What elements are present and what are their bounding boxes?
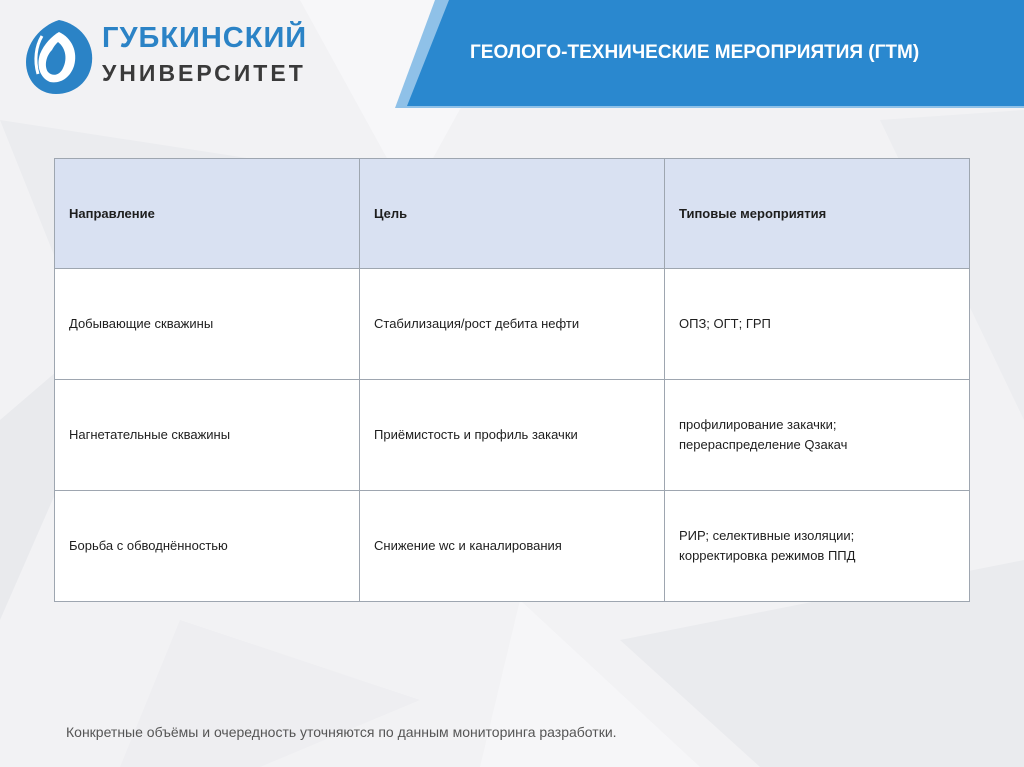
footnote: Конкретные объёмы и очередность уточняются по данным мониторинга разработки. — [66, 724, 617, 740]
page-title: ГЕОЛОГО-ТЕХНИЧЕСКИЕ МЕРОПРИЯТИЯ (ГТМ) — [470, 42, 920, 63]
table-cell: Борьба с обводнённостью — [55, 491, 360, 602]
table-cell: профилирование закачки; перераспределение Qзакач — [665, 380, 970, 491]
university-logo — [22, 16, 308, 96]
flame-drop-icon — [22, 16, 96, 96]
table-cell: Добывающие скважины — [55, 269, 360, 380]
table-row — [55, 491, 970, 602]
table-header-row — [55, 159, 970, 269]
logo-text-line2: УНИВЕРСИТЕТ — [102, 60, 306, 86]
column-header-goal: Цель — [360, 159, 665, 269]
table-cell: Приёмистость и профиль закачки — [360, 380, 665, 491]
table-cell: ОПЗ; ОГТ; ГРП — [665, 269, 970, 380]
gtm-table — [54, 158, 970, 602]
table-cell: РИР; селективные изоляции; корректировка режимов ППД — [665, 491, 970, 602]
table-cell: Стабилизация/рост дебита нефти — [360, 269, 665, 380]
logo-text-line1: ГУБКИНСКИЙ — [102, 22, 308, 54]
table-row — [55, 269, 970, 380]
column-header-direction: Направление — [55, 159, 360, 269]
column-header-measures: Типовые мероприятия — [665, 159, 970, 269]
table-cell: Снижение wc и каналирования — [360, 491, 665, 602]
table-cell: Нагнетательные скважины — [55, 380, 360, 491]
table-row — [55, 380, 970, 491]
